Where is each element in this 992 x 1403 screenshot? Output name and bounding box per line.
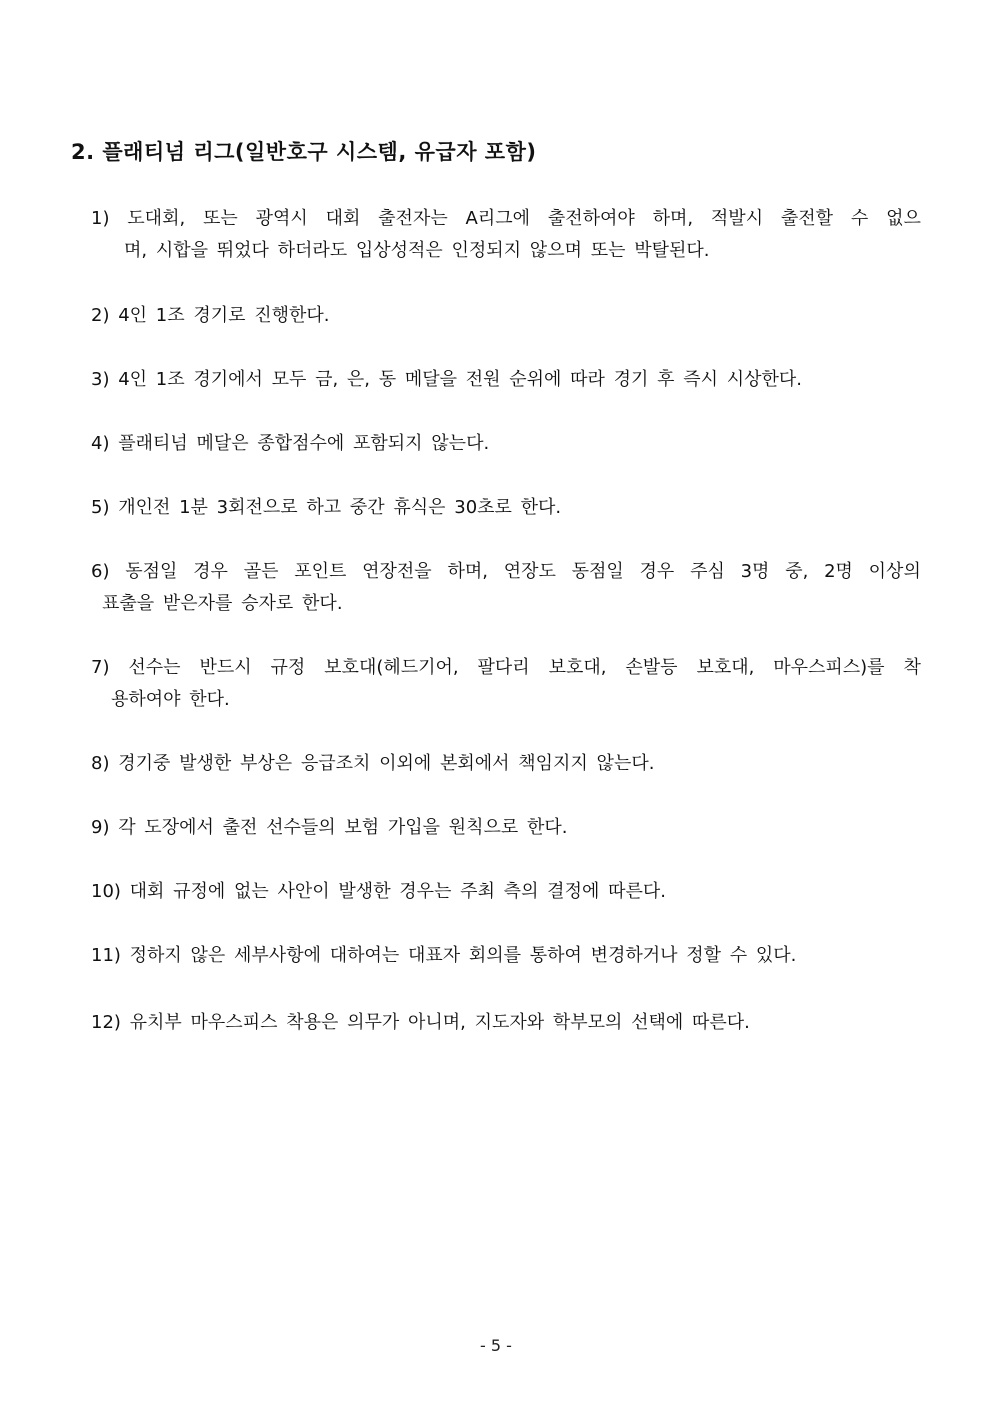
- word: 보호대(헤드기어,: [324, 657, 459, 678]
- rule-item-7: [91, 652, 921, 716]
- word: 하며,: [652, 208, 694, 229]
- word: 또는: [203, 208, 238, 229]
- rule-item-11: [91, 940, 921, 972]
- word: 보호대,: [548, 657, 607, 678]
- word: 연장도: [503, 561, 556, 582]
- word: 출전자는: [378, 208, 448, 229]
- word: A리그에: [465, 208, 531, 229]
- word: 1): [91, 208, 110, 229]
- word: 연장전을: [362, 561, 432, 582]
- word: 출전하여야: [547, 208, 635, 229]
- rule-item-7-line1: [91, 652, 921, 684]
- rule-item-3-text: 3) 4인 1조 경기에서 모두 금, 은, 동 메달을 전원 순위에 따라 경기 후 즉시 시상한다.: [91, 369, 803, 390]
- word: 대회: [325, 208, 361, 229]
- rule-item-5: [91, 492, 921, 524]
- word: 이상의: [868, 561, 921, 582]
- rule-item-8: [91, 748, 921, 780]
- rule-item-11-text: 11) 정하지 않은 세부사항에 대하여는 대표자 회의를 통하여 변경하거나 정할 수 있다.: [91, 945, 797, 966]
- section-title: 2. 플래티넘 리그(일반호구 시스템, 유급자 포함): [71, 140, 537, 164]
- word: 손발등: [625, 657, 678, 678]
- word: 보호대,: [696, 657, 755, 678]
- word: 경우: [639, 561, 675, 582]
- rule-item-10-text: 10) 대회 규정에 없는 사안이 발생한 경우는 주최 측의 결정에 따른다.: [91, 881, 666, 902]
- word: 마우스피스)를: [773, 657, 885, 678]
- page-number: - 5 -: [480, 1336, 512, 1355]
- rule-item-12-text: 12) 유치부 마우스피스 착용은 의무가 아니며, 지도자와 학부모의 선택에 따른다.: [91, 1012, 750, 1033]
- rule-item-9-text: 9) 각 도장에서 출전 선수들의 보험 가입을 원칙으로 한다.: [91, 817, 568, 838]
- word: 2명: [824, 561, 853, 582]
- word: 선수는: [128, 657, 181, 678]
- rule-item-1: [91, 203, 921, 267]
- word: 팔다리: [477, 657, 530, 678]
- word: 6): [91, 561, 110, 582]
- rule-item-6-line1: [91, 556, 921, 588]
- word: 광역시: [255, 208, 308, 229]
- rule-item-6: [91, 556, 921, 620]
- rule-item-9: [91, 812, 921, 844]
- word: 적발시: [710, 208, 764, 229]
- rule-item-7-line2: 용하여야 한다.: [111, 689, 230, 710]
- word: 없으: [886, 208, 921, 229]
- rule-item-2: [91, 300, 921, 332]
- word: 포인트: [294, 561, 347, 582]
- rule-item-2-text: 2) 4인 1조 경기로 진행한다.: [91, 305, 330, 326]
- rule-item-1-line1: [91, 203, 921, 235]
- rule-item-1-line2: 며, 시합을 뛰었다 하더라도 입상성적은 인정되지 않으며 또는 박탈된다.: [124, 240, 710, 261]
- word: 착: [903, 657, 921, 678]
- word: 동점일: [125, 561, 178, 582]
- word: 7): [91, 657, 110, 678]
- word: 수: [850, 208, 869, 229]
- word: 3명: [740, 561, 770, 582]
- rule-item-4-text: 4) 플래티넘 메달은 종합점수에 포함되지 않는다.: [91, 433, 490, 454]
- rule-item-5-text: 5) 개인전 1분 3회전으로 하고 중간 휴식은 30초로 한다.: [91, 497, 562, 518]
- rule-item-12: [91, 1007, 921, 1039]
- rule-item-8-text: 8) 경기중 발생한 부상은 응급조치 이외에 본회에서 책임지지 않는다.: [91, 753, 655, 774]
- word: 규정: [270, 657, 306, 678]
- word: 하며,: [447, 561, 488, 582]
- word: 경우: [193, 561, 228, 582]
- rule-item-10: [91, 876, 921, 908]
- rule-item-4: [91, 428, 921, 460]
- word: 출전할: [780, 208, 834, 229]
- word: 골든: [243, 561, 279, 582]
- word: 중,: [785, 561, 809, 582]
- rule-item-3: [91, 364, 921, 396]
- rule-item-6-line2: 표출을 받은자를 승자로 한다.: [102, 593, 343, 614]
- word: 도대회,: [127, 208, 186, 229]
- word: 주심: [690, 561, 725, 582]
- word: 반드시: [199, 657, 252, 678]
- word: 동점일: [571, 561, 624, 582]
